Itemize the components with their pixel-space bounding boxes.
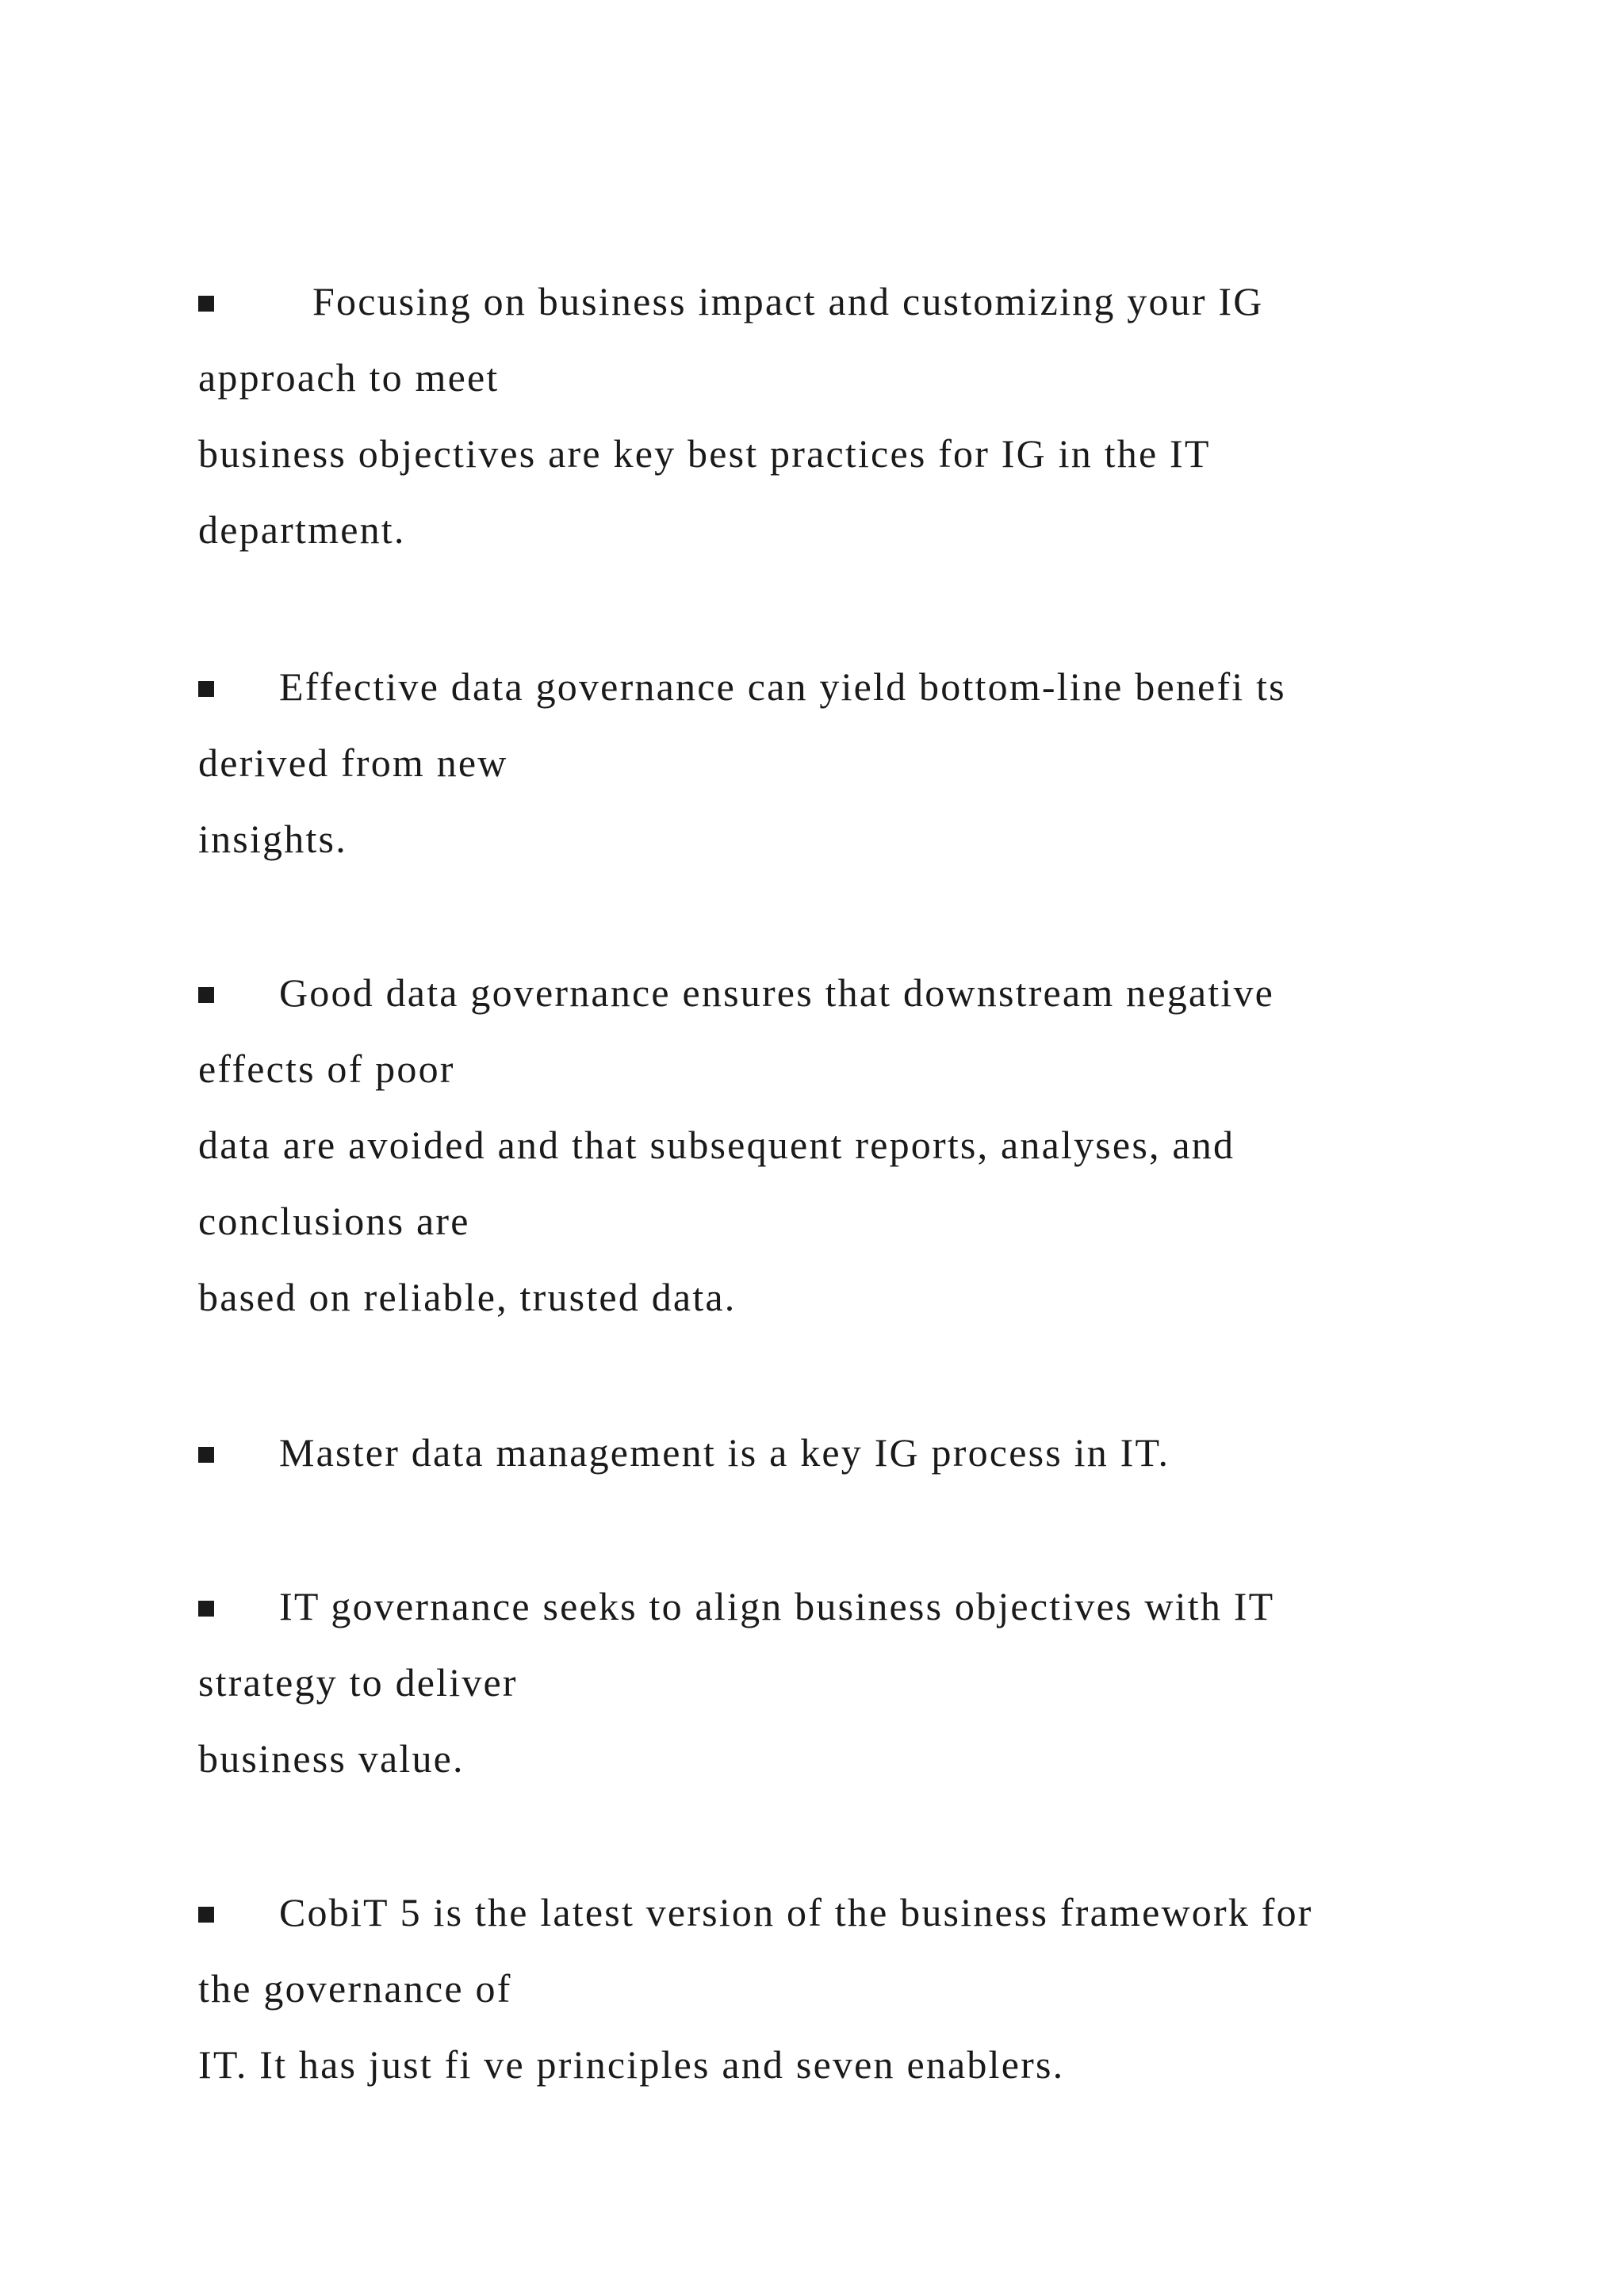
bullet-3-line-3: data are avoided and that subsequent reports, analyses, and: [198, 1123, 1235, 1167]
bullet-1-line-1: Focusing on business impact and customizing your IG: [312, 279, 1264, 323]
bullet-5-line-2: strategy to deliver: [198, 1660, 518, 1705]
square-bullet-icon: [198, 296, 214, 312]
bullet-1-line-4: department.: [198, 507, 406, 552]
square-bullet-icon: [198, 1447, 214, 1463]
bullet-5-line-3: business value.: [198, 1736, 465, 1781]
square-bullet-icon: [198, 987, 214, 1003]
bullet-3-line-1: Good data governance ensures that downstream negative: [279, 970, 1275, 1015]
square-bullet-icon: [198, 1907, 214, 1923]
bullet-2-line-2: derived from new: [198, 740, 508, 785]
bullet-2-line-3: insights.: [198, 817, 347, 861]
bullet-1-line-3: business objectives are key best practices for IG in the IT: [198, 431, 1211, 476]
bullet-1-line-2: approach to meet: [198, 355, 500, 400]
bullet-3-line-4: conclusions are: [198, 1199, 470, 1243]
bullet-3-line-2: effects of poor: [198, 1047, 455, 1091]
bullet-6-line-1: CobiT 5 is the latest version of the business framework for: [279, 1890, 1313, 1934]
bullet-3-line-5: based on reliable, trusted data.: [198, 1275, 737, 1319]
bullet-6-line-3: IT. It has just fi ve principles and seven enablers.: [198, 2042, 1065, 2087]
bullet-4-line-1: Master data management is a key IG process in IT.: [279, 1430, 1170, 1475]
bullet-5-line-1: IT governance seeks to align business objectives with IT: [279, 1584, 1275, 1628]
bullet-2-line-1: Effective data governance can yield bottom-line benefi ts: [279, 664, 1286, 709]
square-bullet-icon: [198, 1601, 214, 1617]
square-bullet-icon: [198, 681, 214, 697]
bullet-6-line-2: the governance of: [198, 1966, 512, 2011]
